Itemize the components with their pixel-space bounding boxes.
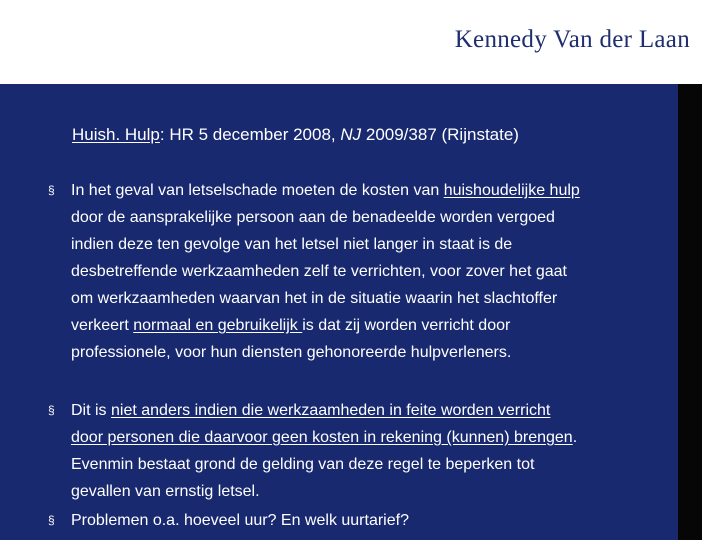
panel-shadow (678, 84, 702, 540)
bullet-underlined-text: door personen die daarvoor geen kosten in rekening (kunnen) brengen (71, 429, 573, 446)
bullet-line (71, 177, 671, 204)
bullet-line: om werkzaamheden waarvan het in de situatie waarin het slachtoffer (71, 290, 558, 307)
bullet-marker: § (48, 513, 55, 527)
title-reference: 2009/387 (Rijnstate) (361, 125, 519, 144)
bullet-text: In het geval van letselschade moeten de kosten van (71, 182, 444, 199)
bullet-text: verkeert (71, 317, 134, 334)
title-topic: Huish. Hulp (72, 125, 160, 144)
bullet-line: door de aansprakelijke persoon aan de benadeelde worden vergoed (71, 209, 555, 226)
bullet-line: indien deze ten gevolge van het letsel niet langer in staat is de (71, 236, 513, 253)
bullet-marker: § (48, 403, 55, 417)
bullet-text: . (572, 429, 578, 446)
bullet-line (71, 312, 671, 339)
bullet-line: desbetreffende werkzaamheden zelf te verrichten, voor zover het gaat (71, 263, 567, 280)
bullet-underlined-text: normaal en gebruikelijk (133, 317, 303, 334)
bullet-marker: § (48, 183, 55, 197)
bullet-line (71, 424, 671, 451)
slide-title (72, 125, 519, 145)
bullet-line: Evenmin bestaat grond de gelding van deze regel te beperken tot (71, 456, 535, 473)
title-journal: NJ (340, 125, 362, 144)
bullet-text: is dat zij worden verricht door (302, 317, 511, 334)
bullet-line: professionele, voor hun diensten gehonoreerde hulpverleners. (71, 344, 512, 361)
bullet-line (71, 397, 671, 424)
company-logo: Kennedy Van der Laan (454, 26, 690, 53)
bullet-item-2 (48, 397, 671, 505)
bullet-text: Dit is (71, 402, 111, 419)
header (0, 0, 720, 84)
bullet-underlined-text: niet anders indien die werkzaamheden in feite worden verricht (111, 402, 551, 419)
title-citation: : HR 5 december 2008, (159, 125, 341, 144)
bullet-item-3 (48, 507, 671, 534)
bullet-item-1 (48, 177, 671, 366)
bullet-underlined-text: huishoudelijke hulp (443, 182, 580, 199)
bullet-line: Problemen o.a. hoeveel uur? En welk uurtarief? (71, 512, 409, 529)
bullet-line: gevallen van ernstig letsel. (71, 483, 260, 500)
